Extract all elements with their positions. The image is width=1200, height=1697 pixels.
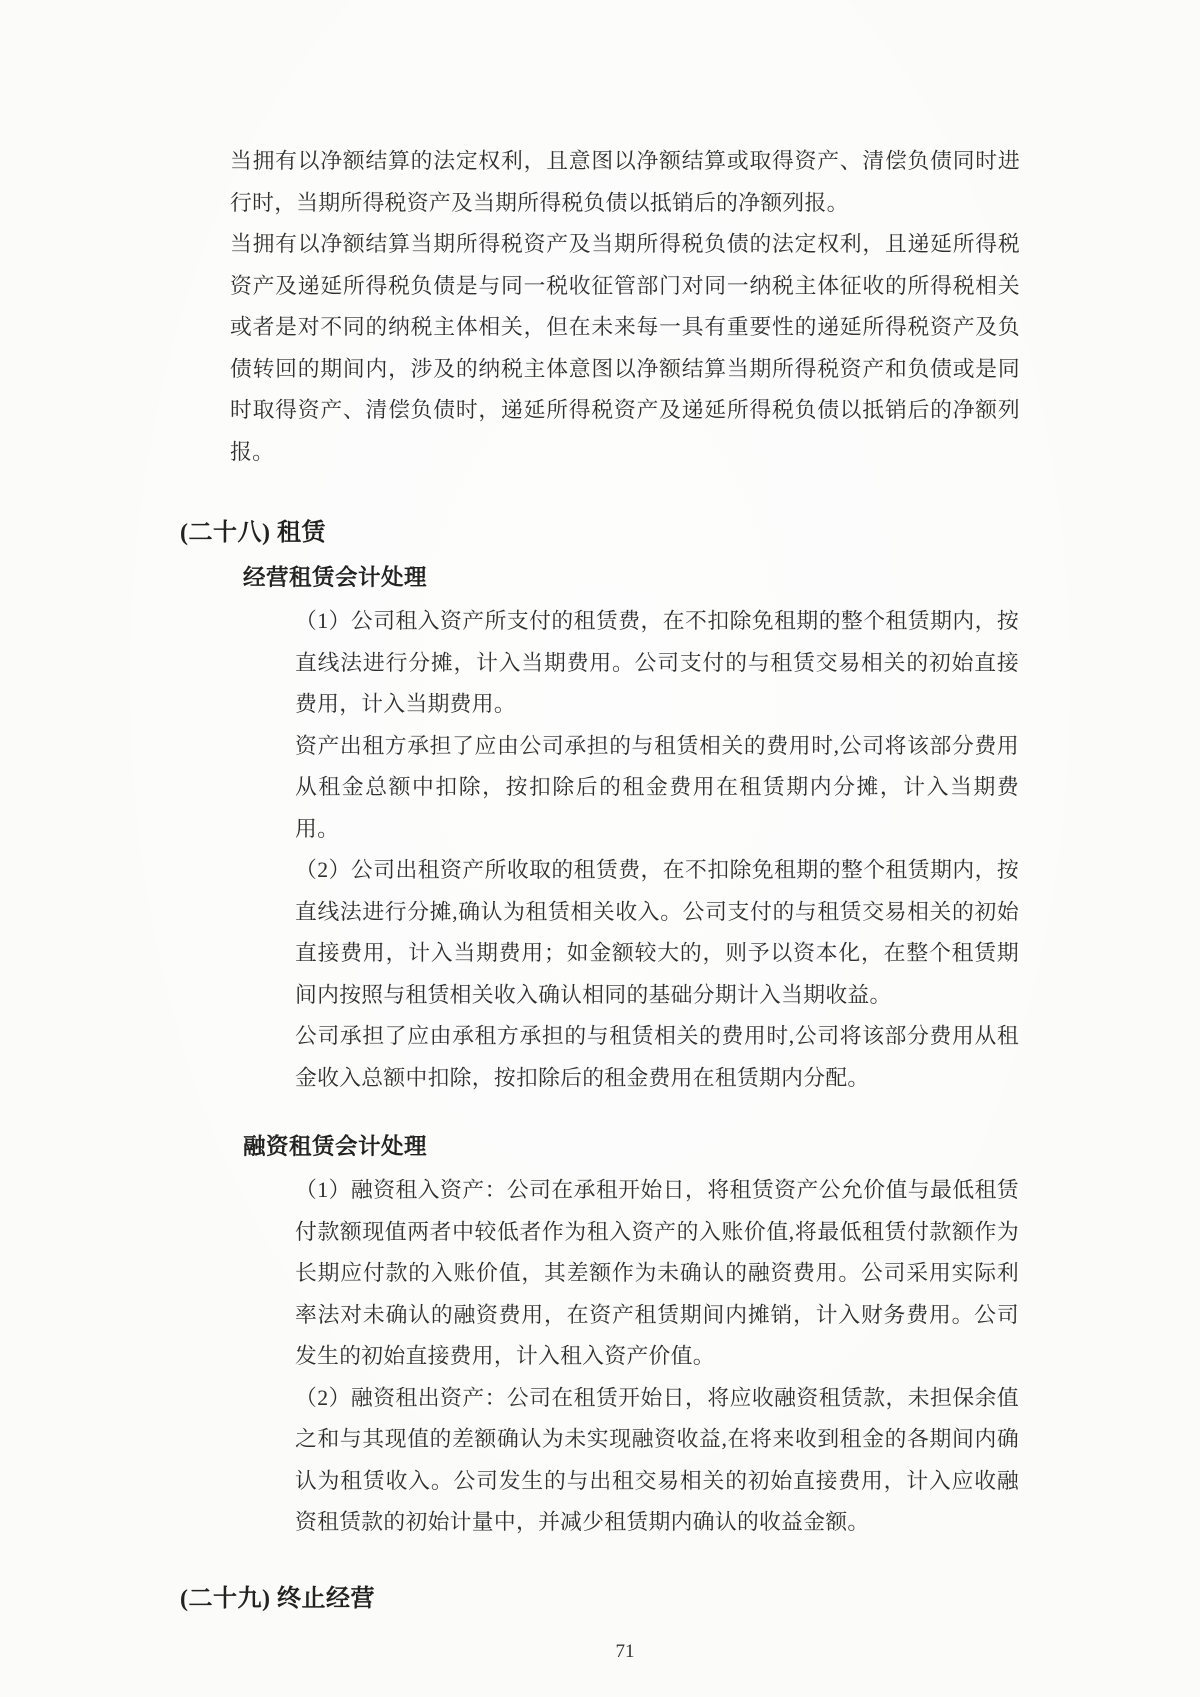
paragraph: （2）融资租出资产：公司在租赁开始日，将应收融资租赁款，未担保余值之和与其现值的差额确认为未实现融资收益,在将来收到租金的各期间内确认为租赁收入。公司发生的与出租交易相关的初始直接费用，计入应收融资租赁款的初始计量中，并减少租赁期内确认的收益金额。 xyxy=(295,1385,1019,1534)
paragraph: 资产出租方承担了应由公司承担的与租赁相关的费用时,公司将该部分费用从租金总额中扣除，按扣除后的租金费用在租赁期内分摊，计入当期费用。 xyxy=(295,733,1019,841)
paragraph: （1）公司租入资产所支付的租赁费，在不扣除免租期的整个租赁期内，按直线法进行分摊，计入当期费用。公司支付的与租赁交易相关的初始直接费用，计入当期费用。 xyxy=(295,609,1019,716)
paragraph: （2）公司出租资产所收取的租赁费，在不扣除免租期的整个租赁期内，按直线法进行分摊,确认为租赁相关收入。公司支付的与租赁交易相关的初始直接费用，计入当期费用；如金额较大的，则予以资本化，在整个租赁期间内按照与租赁相关收入确认相同的基础分期计入当期收益。 xyxy=(295,858,1019,1007)
section-heading-28-leases: (二十八) 租赁 xyxy=(180,520,326,546)
paragraph: 当拥有以净额结算的法定权利，且意图以净额结算或取得资产、清偿负债同时进行时，当期所得税资产及当期所得税负债以抵销后的净额列报。 xyxy=(230,149,1020,215)
paragraph: 当拥有以净额结算当期所得税资产及当期所得税负债的法定权利，且递延所得税资产及递延所得税负债是与同一税收征管部门对同一纳税主体征收的所得税相关或者是对不同的纳税主体相关，但在未来每一具有重要性的递延所得税资产及负债转回的期间内，涉及的纳税主体意图以净额结算当期所得税资产和负债或是同时取得资产、清偿负债时，递延所得税资产及递延所得税负债以抵销后的净额列报。 xyxy=(230,232,1020,464)
income-tax-offset-block xyxy=(230,141,1020,473)
subheading-finance-lease: 融资租赁会计处理 xyxy=(243,1134,428,1159)
paragraph: （1）融资租入资产：公司在承租开始日，将租赁资产公允价值与最低租赁付款额现值两者中较低者作为租入资产的入账价值,将最低租赁付款额作为长期应付款的入账价值，其差额作为未确认的融资费用。公司采用实际利率法对未确认的融资费用，在资产租赁期间内摊销，计入财务费用。公司发生的初始直接费用，计入租入资产价值。 xyxy=(295,1178,1019,1368)
page-content xyxy=(0,141,1200,1666)
paragraph: 公司承担了应由承租方承担的与租赁相关的费用时,公司将该部分费用从租金收入总额中扣除，按扣除后的租金费用在租赁期内分配。 xyxy=(295,1024,1019,1090)
finance-lease-block xyxy=(295,1170,1019,1544)
operating-lease-block xyxy=(295,601,1019,1099)
page-number: 71 xyxy=(615,1640,635,1662)
subheading-operating-lease: 经营租赁会计处理 xyxy=(243,565,428,590)
section-heading-29-discontinued-operations: (二十九) 终止经营 xyxy=(180,1585,375,1612)
